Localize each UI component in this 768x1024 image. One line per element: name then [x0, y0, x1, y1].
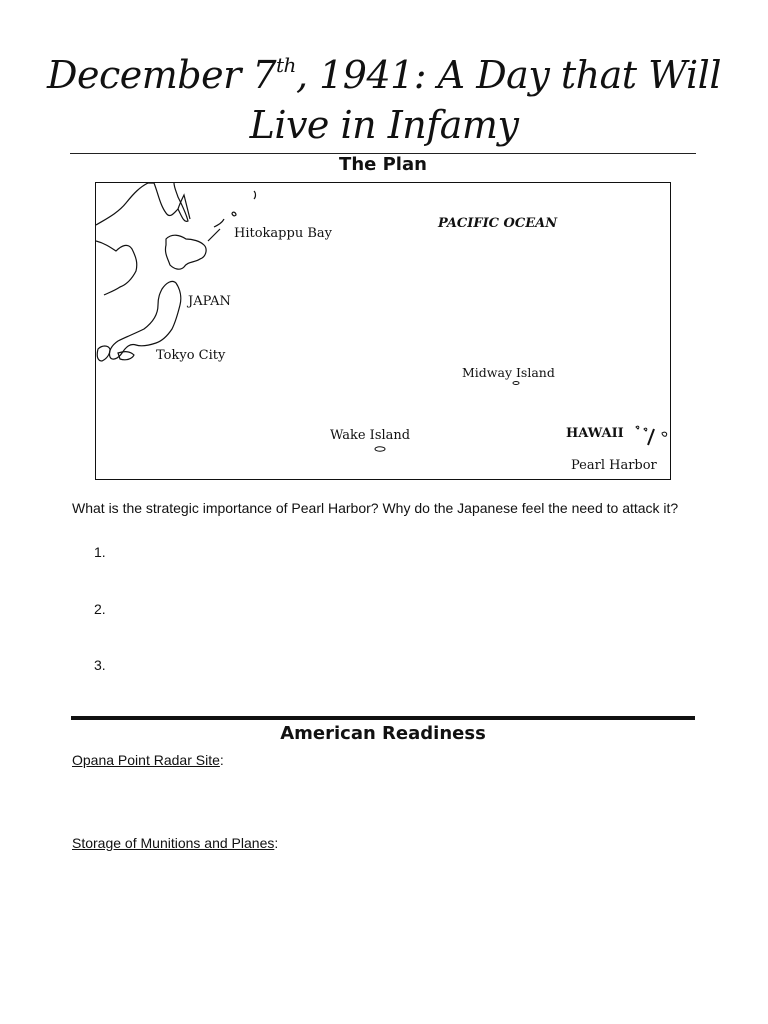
map-svg — [96, 183, 670, 479]
hitokappu-label: Hitokappu Bay — [234, 226, 332, 241]
mainland-coast — [96, 183, 188, 295]
pacific-map — [95, 182, 671, 480]
wake-marker — [375, 447, 385, 451]
title-line-1 — [40, 50, 728, 100]
radar-site-text: Opana Point Radar Site — [72, 752, 220, 768]
title-ordinal: th — [276, 53, 296, 77]
pearl-harbor-pointer — [648, 429, 654, 445]
answer-number-2: 2. — [94, 601, 106, 617]
title-date: December 7 — [47, 53, 277, 97]
title-rest: , 1941: A Day that Will — [295, 53, 721, 97]
wake-label: Wake Island — [330, 428, 411, 443]
munitions-label: Storage of Munitions and Planes: — [72, 835, 279, 851]
sakhalin-coast — [178, 195, 190, 219]
section-divider — [71, 716, 695, 720]
plan-heading: The Plan — [339, 154, 427, 175]
tokyo-label: Tokyo City — [156, 348, 226, 363]
title-line-2: Live in Infamy — [249, 103, 519, 147]
page-title — [40, 50, 728, 150]
hokkaido-island — [165, 235, 206, 269]
pearl-label: Pearl Harbor — [571, 458, 657, 473]
pacific-label: PACIFIC OCEAN — [438, 216, 558, 231]
japan-label: JAPAN — [188, 294, 231, 309]
radar-site-label: Opana Point Radar Site: — [72, 752, 224, 768]
midway-label: Midway Island — [462, 365, 555, 380]
hawaii-label: HAWAII — [566, 426, 624, 441]
readiness-heading: American Readiness — [280, 723, 486, 744]
answer-number-1: 1. — [94, 544, 106, 560]
answer-number-3: 3. — [94, 657, 106, 673]
kyushu-island — [97, 346, 110, 361]
munitions-text: Storage of Munitions and Planes — [72, 835, 275, 851]
strategic-question: What is the strategic importance of Pearl Harbor? Why do the Japanese feel the need to attack it? — [72, 500, 679, 516]
midway-marker — [513, 382, 519, 385]
